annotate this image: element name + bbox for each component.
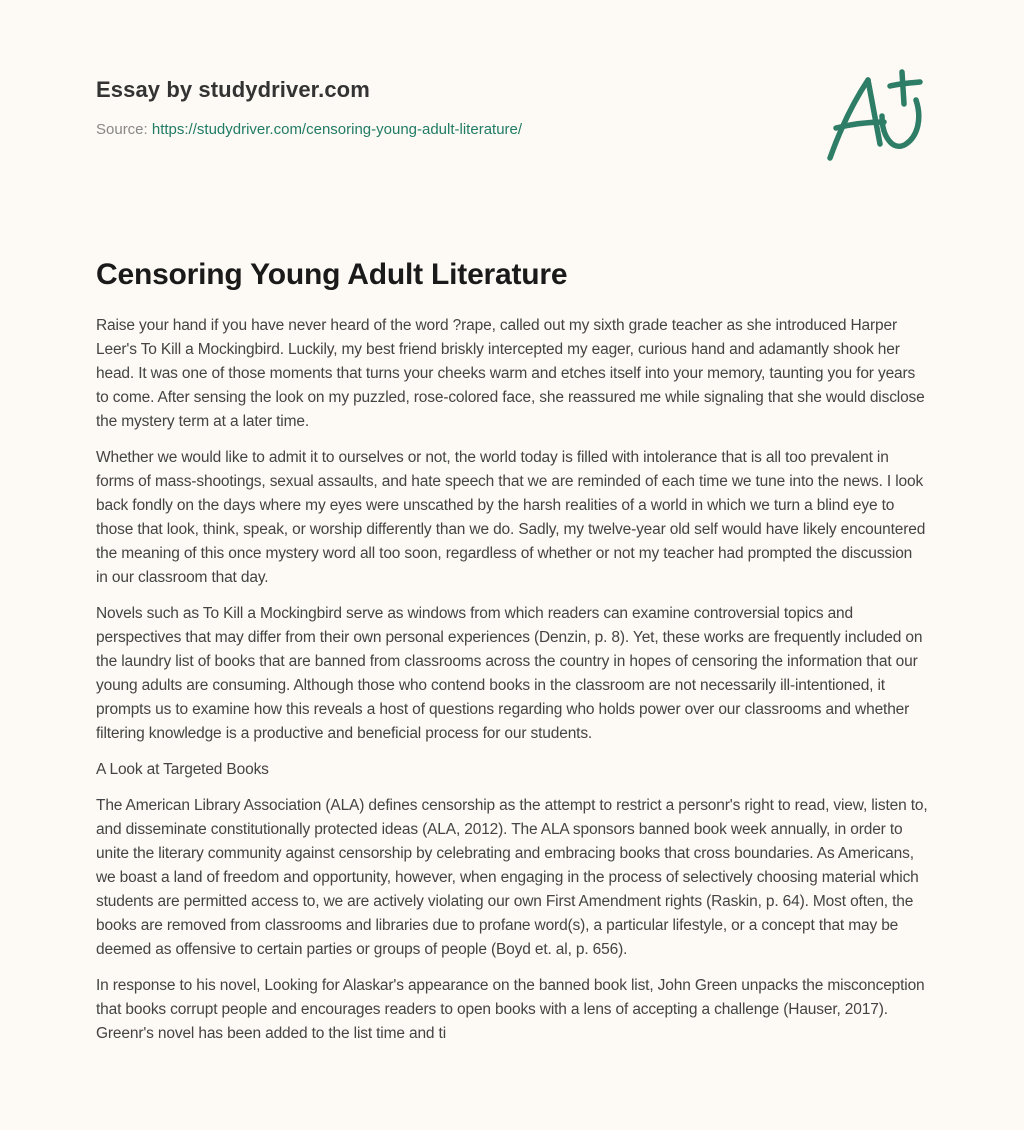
document-title: Censoring Young Adult Literature [96, 258, 568, 291]
paragraph: In response to his novel, Looking for Alaskar's appearance on the banned book list, John Green unpacks the misconception that books corrupt people and encourages readers to open books with a lens of accepting a challenge (Hauser, 2017). Greenr's novel has been added to the list time and ti [96, 977, 925, 1042]
section-heading: A Look at Targeted Books [96, 761, 269, 778]
paragraph: Raise your hand if you have never heard of the word ?rape, called out my sixth grade teacher as she introduced Harper Leer's To Kill a Mockingbird. Luckily, my best friend briskly intercepted my eager, curious hand and adamantly shook her head. It was one of those moments that turns your cheeks warm and etches itself into your memory, taunting you for years to come. After sensing the look on my puzzled, rose-colored face, she reassured me while signaling that she would disclose the mystery term at a later time. [96, 317, 925, 430]
a-plus-grade-icon [822, 66, 928, 166]
source-line [96, 120, 926, 140]
paragraph: Novels such as To Kill a Mockingbird serve as windows from which readers can examine controversial topics and perspectives that may differ from their own personal experiences (Denzin, p. 8). Yet, these works are frequently included on the laundry list of books that are banned from classrooms across the country in hopes of censoring the information that our young adults are consuming. Although those who contend books in the classroom are not necessarily ill-intentioned, it prompts us to examine how this reveals a host of questions regarding who holds power over our classrooms and whether filtering knowledge is a productive and beneficial process for our students. [96, 605, 923, 742]
page-header [96, 76, 926, 140]
paragraph: The American Library Association (ALA) defines censorship as the attempt to restrict a personr's right to read, view, listen to, and disseminate constitutionally protected ideas (ALA, 2012). The ALA sponsors banned book week annually, in order to unite the literary community against censorship by celebrating and embracing books that cross boundaries. As Americans, we boast a land of freedom and opportunity, however, when engaging in the process of selectively choosing material which students are permitted access to, we are actively violating our own First Amendment rights (Raskin, p. 64). Most often, the books are removed from classrooms and libraries due to profane word(s), a particular lifestyle, or a concept that may be deemed as offensive to certain parties or groups of people (Boyd et. al, p. 656). [96, 797, 928, 958]
source-link[interactable]: https://studydriver.com/censoring-young-adult-literature/ [151, 121, 523, 138]
paragraph: Whether we would like to admit it to ourselves or not, the world today is filled with intolerance that is all too prevalent in forms of mass-shootings, sexual assaults, and hate speech that we are reminded of each time we tune into the news. I look back fondly on the days where my eyes were unscathed by the harsh realities of a world in which we turn a blind eye to those that look, think, speak, or worship differently than we do. Sadly, my twelve-year old self would have likely encountered the meaning of this once mystery word all too soon, regardless of whether or not my teacher had prompted the discussion in our classroom that day. [96, 449, 926, 586]
source-label: Source: [96, 121, 148, 138]
essay-body [96, 314, 928, 1058]
site-title: Essay by studydriver.com [96, 77, 370, 102]
